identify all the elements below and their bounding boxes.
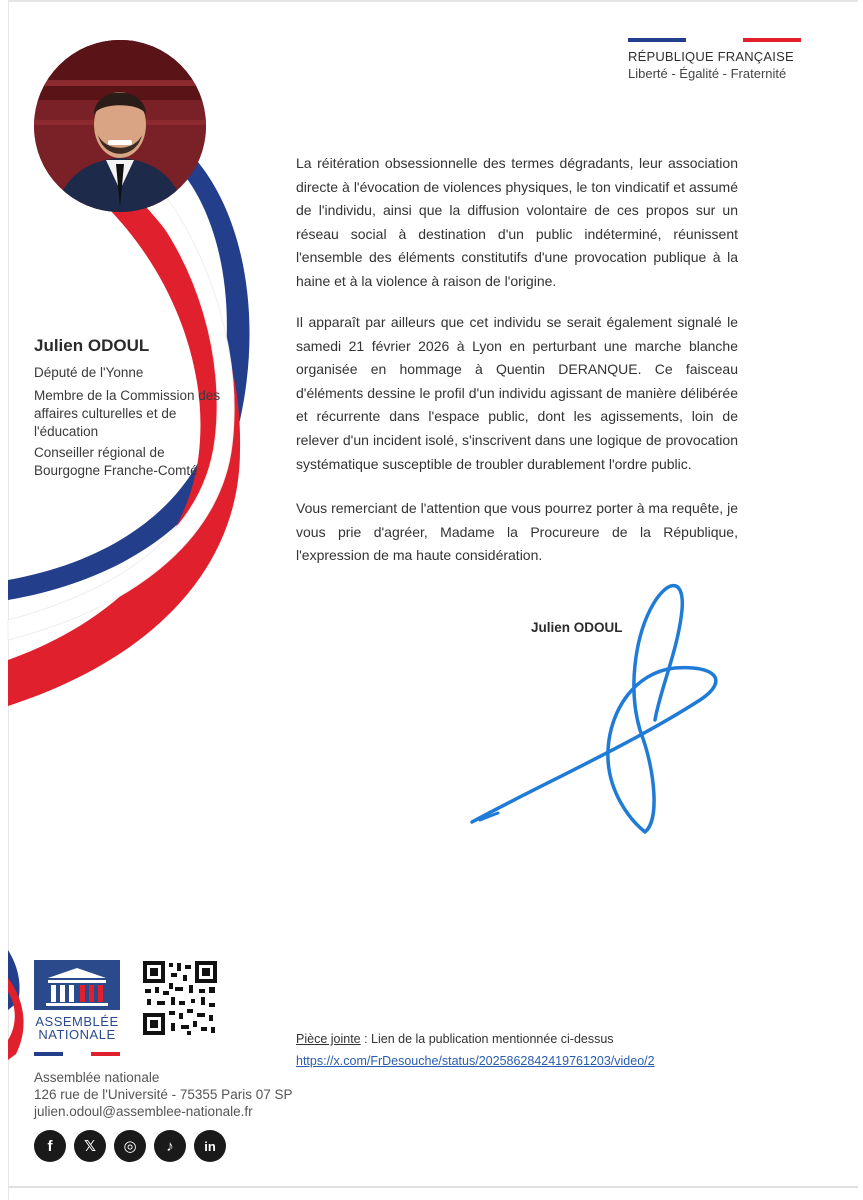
tiktok-icon[interactable]: ♪ xyxy=(154,1130,186,1162)
attachment-label: Pièce jointe xyxy=(296,1032,361,1046)
signature-name: Julien ODOUL xyxy=(531,620,623,635)
body-paragraph-2: Il apparaît par ailleurs que cet individu se serait également signalé le samedi 21 février 2026 à Lyon en perturbant une marche blanche organisée en hommage à Quentin DERANQUE. Ce faisceau d'éléments dessine le profil d'un individu agissant de manière délibérée et récurrente dans l'espace public, dont les agissements, loin de relever d'un incident isolé, s'inscrivent dans une logique de provocation systématique susceptible de troubler durablement l'ordre public. xyxy=(296,314,738,472)
bar-white xyxy=(63,1052,92,1056)
address-institution: Assemblée nationale xyxy=(34,1070,160,1085)
assemblee-building-icon xyxy=(34,960,120,1010)
address-email[interactable]: julien.odoul@assemblee-nationale.fr xyxy=(34,1104,253,1119)
page-bottom-edge xyxy=(8,1186,858,1188)
sender-role: Député de l'Yonne xyxy=(34,365,144,380)
attachment-link[interactable]: https://x.com/FrDesouche/status/2025862842419761203/video/2 xyxy=(296,1054,655,1068)
logo-text-line-1: ASSEMBLÉE xyxy=(35,1014,119,1029)
bar-blue xyxy=(628,38,686,42)
bar-red xyxy=(91,1052,120,1056)
body-paragraph-1: La réitération obsessionnelle des termes dégradants, leur association directe à l'évocation de violences physiques, le ton vindicatif et assumé de l'individu, ainsi que la diffusion volontaire de ces propos sur un réseau social à destination d'un public indéterminé, réunissent l'ensemble des éléments constitutifs d'une provocation publique à la haine et à la violence à raison de l'origine. xyxy=(296,155,738,289)
assemblee-nationale-logo xyxy=(34,960,120,1041)
sender-commission: Membre de la Commission des affaires culturelles et de l'éducation xyxy=(34,388,221,439)
portrait-photo xyxy=(34,40,206,212)
facebook-icon[interactable]: f xyxy=(34,1130,66,1162)
republique-motto: Liberté - Égalité - Fraternité xyxy=(628,66,787,81)
linkedin-icon[interactable]: in xyxy=(194,1130,226,1162)
bar-red xyxy=(743,38,801,42)
handwritten-signature xyxy=(460,570,740,840)
bar-white xyxy=(686,38,744,42)
attachment-note xyxy=(296,1032,614,1046)
qr-code[interactable] xyxy=(143,961,217,1035)
x-icon[interactable]: 𝕏 xyxy=(74,1130,106,1162)
republique-tricolor-bar xyxy=(628,38,801,42)
address-street: 126 rue de l'Université - 75355 Paris 07 SP xyxy=(34,1087,293,1102)
instagram-icon[interactable]: ◎ xyxy=(114,1130,146,1162)
sender-regional: Conseiller régional de Bourgogne Franche-Comté xyxy=(34,445,198,478)
body-paragraph-3: Vous remerciant de l'attention que vous pourrez porter à ma requête, je vous prie d'agréer, Madame la Procureure de la République, l'expression de ma haute considération. xyxy=(296,500,738,564)
attachment-text: : Lien de la publication mentionnée ci-dessus xyxy=(360,1032,614,1046)
bar-blue xyxy=(34,1052,63,1056)
social-icons xyxy=(34,1130,226,1162)
sender-name: Julien ODOUL xyxy=(34,336,150,355)
logo-tricolor-bar xyxy=(34,1052,120,1056)
republique-francaise-title: RÉPUBLIQUE FRANÇAISE xyxy=(628,49,794,64)
logo-text-line-2: NATIONALE xyxy=(38,1027,116,1042)
portrait-illustration xyxy=(34,40,206,212)
